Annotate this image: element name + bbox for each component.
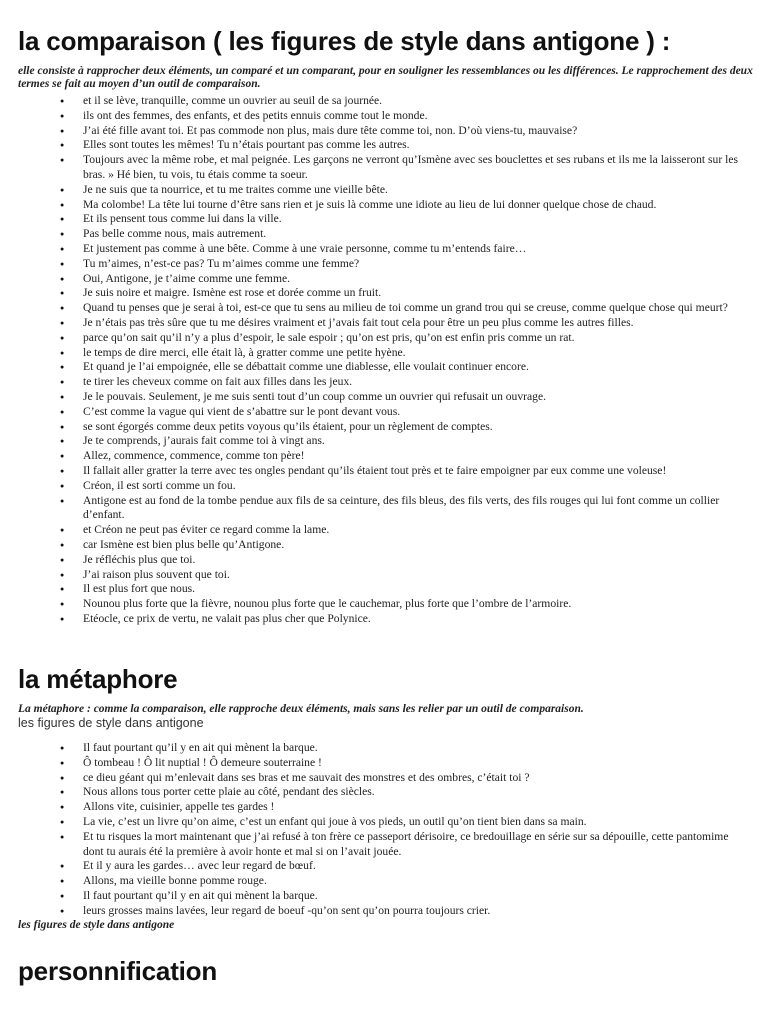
list-item: ● J’ai raison plus souvent que toi. — [0, 568, 740, 583]
personnification-heading: personnification — [18, 956, 218, 986]
list-item: ● se sont égorgés comme deux petits voyous qu’ils étaient, pour un règlement de comptes. — [0, 420, 740, 435]
list-item: ● Ô tombeau ! Ô lit nuptial ! Ô demeure souterraine ! — [0, 756, 740, 771]
list-item: ● Il est plus fort que nous. — [0, 582, 740, 597]
list-item: ● Je suis noire et maigre. Ismène est rose et dorée comme un fruit. — [0, 286, 740, 301]
list-item: ● Elles sont toutes les mêmes! Tu n’étais pourtant pas comme les autres. — [0, 138, 740, 153]
list-item: ● Il fallait aller gratter la terre avec tes ongles pendant qu’ils étaient tout près et te faire empoigner par eux comme une voleuse! — [0, 464, 740, 479]
metaphore-subtitle: les figures de style dans antigone — [18, 716, 204, 730]
list-item: ● Je le pouvais. Seulement, je me suis senti tout d’un coup comme un ouvrier qui refusait un ouvrage. — [0, 390, 740, 405]
list-item: ● Et tu risques la mort maintenant que j’ai refusé à ton frère ce passeport dérisoire, ce bredouillage en série sur sa dépouille, cette pantomime dont tu aurais été la première à avoir honte et mal si on l’avait jouée. — [0, 830, 740, 860]
comparaison-definition: elle consiste à rapprocher deux éléments, un comparé et un comparant, pour en souligner les ressemblances ou les différences. Le rapprochement des deux termes se fait au moyen d’un outil de comparaison. — [18, 65, 753, 90]
metaphore-footer-caption: les figures de style dans antigone — [18, 919, 175, 931]
list-item: ● J’ai été fille avant toi. Et pas commode non plus, mais dure tête comme toi, non. D’où viens-tu, mauvaise? — [0, 124, 740, 139]
list-item: ● La vie, c’est un livre qu’on aime, c’est un enfant qui joue à vos pieds, un outil qu’on tient bien dans sa main. — [0, 815, 740, 830]
list-item: ● C’est comme la vague qui vient de s’abattre sur le pont devant vous. — [0, 405, 740, 420]
list-item: ● Je ne suis que ta nourrice, et tu me traites comme une vieille bête. — [0, 183, 740, 198]
list-item: ● Quand tu penses que je serai à toi, est-ce que tu sens au milieu de toi comme un grand trou qui se creuse, comme quelque chose qui meurt? — [0, 301, 740, 316]
list-item: ● te tirer les cheveux comme on fait aux filles dans les jeux. — [0, 375, 740, 390]
list-item: ● Antigone est au fond de la tombe pendue aux fils de sa ceinture, des fils bleus, des fils verts, des fils rouges qui lui font comme un collier d’enfant. — [0, 494, 740, 524]
comparaison-examples-list — [0, 94, 740, 627]
list-item: ● le temps de dire merci, elle était là, à gratter comme une petite hyène. — [0, 346, 740, 361]
list-item: ● ils ont des femmes, des enfants, et des petits ennuis comme tout le monde. — [0, 109, 740, 124]
list-item: ● Toujours avec la même robe, et mal peignée. Les garçons ne verront qu’Ismène avec ses bouclettes et ses rubans et ils me la laisseront sur les bras. » Hé bien, tu vois, tu étais comme ta soeur. — [0, 153, 740, 183]
list-item: ● Tu m’aimes, n’est-ce pas? Tu m’aimes comme une femme? — [0, 257, 740, 272]
list-item: ● ce dieu géant qui m’enlevait dans ses bras et me sauvait des monstres et des ombres, c’était toi ? — [0, 771, 740, 786]
list-item: ● et il se lève, tranquille, comme un ouvrier au seuil de sa journée. — [0, 94, 740, 109]
list-item: ● Et justement pas comme à une bête. Comme à une vraie personne, comme tu m’entends faire… — [0, 242, 740, 257]
comparaison-heading: la comparaison ( les figures de style dans antigone ) : — [18, 26, 671, 56]
list-item: ● Nounou plus forte que la fièvre, nounou plus forte que le cauchemar, plus forte que l’ombre de l’armoire. — [0, 597, 740, 612]
list-item: ● Oui, Antigone, je t’aime comme une femme. — [0, 272, 740, 287]
list-item: ● Je n’étais pas très sûre que tu me désires vraiment et j’avais fait tout cela pour être un peu plus comme les autres filles. — [0, 316, 740, 331]
list-item: ● Pas belle comme nous, mais autrement. — [0, 227, 740, 242]
list-item: ● Il faut pourtant qu’il y en ait qui mènent la barque. — [0, 889, 740, 904]
list-item: ● car Ismène est bien plus belle qu’Antigone. — [0, 538, 740, 553]
list-item: ● Nous allons tous porter cette plaie au côté, pendant des siècles. — [0, 785, 740, 800]
list-item: ● Créon, il est sorti comme un fou. — [0, 479, 740, 494]
list-item: ● Etéocle, ce prix de vertu, ne valait pas plus cher que Polynice. — [0, 612, 740, 627]
list-item: ● Je réfléchis plus que toi. — [0, 553, 740, 568]
list-item: ● Et quand je l’ai empoignée, elle se débattait comme une diablesse, elle voulait continuer encore. — [0, 360, 740, 375]
list-item: ● et Créon ne peut pas éviter ce regard comme la lame. — [0, 523, 740, 538]
metaphore-heading: la métaphore — [18, 664, 178, 694]
list-item: ● parce qu’on sait qu’il n’y a plus d’espoir, le sale espoir ; qu’on est pris, qu’on est enfin pris comme un rat. — [0, 331, 740, 346]
list-item: ● leurs grosses mains lavées, leur regard de boeuf -qu’on sent qu’on pourra toujours crier. — [0, 904, 740, 919]
list-item: ● Allons, ma vieille bonne pomme rouge. — [0, 874, 740, 889]
list-item: ● Il faut pourtant qu’il y en ait qui mènent la barque. — [0, 741, 740, 756]
list-item: ● Je te comprends, j’aurais fait comme toi à vingt ans. — [0, 434, 740, 449]
list-item: ● Et il y aura les gardes… avec leur regard de bœuf. — [0, 859, 740, 874]
metaphore-definition: La métaphore : comme la comparaison, elle rapproche deux éléments, mais sans les relier par un outil de comparaison. — [18, 703, 584, 715]
list-item: ● Et ils pensent tous comme lui dans la ville. — [0, 212, 740, 227]
list-item: ● Ma colombe! La tête lui tourne d’être sans rien et je suis là comme une idiote au lieu de lui donner quelque chose de chaud. — [0, 198, 740, 213]
metaphore-examples-list — [0, 741, 740, 919]
list-item: ● Allez, commence, commence, comme ton père! — [0, 449, 740, 464]
list-item: ● Allons vite, cuisinier, appelle tes gardes ! — [0, 800, 740, 815]
